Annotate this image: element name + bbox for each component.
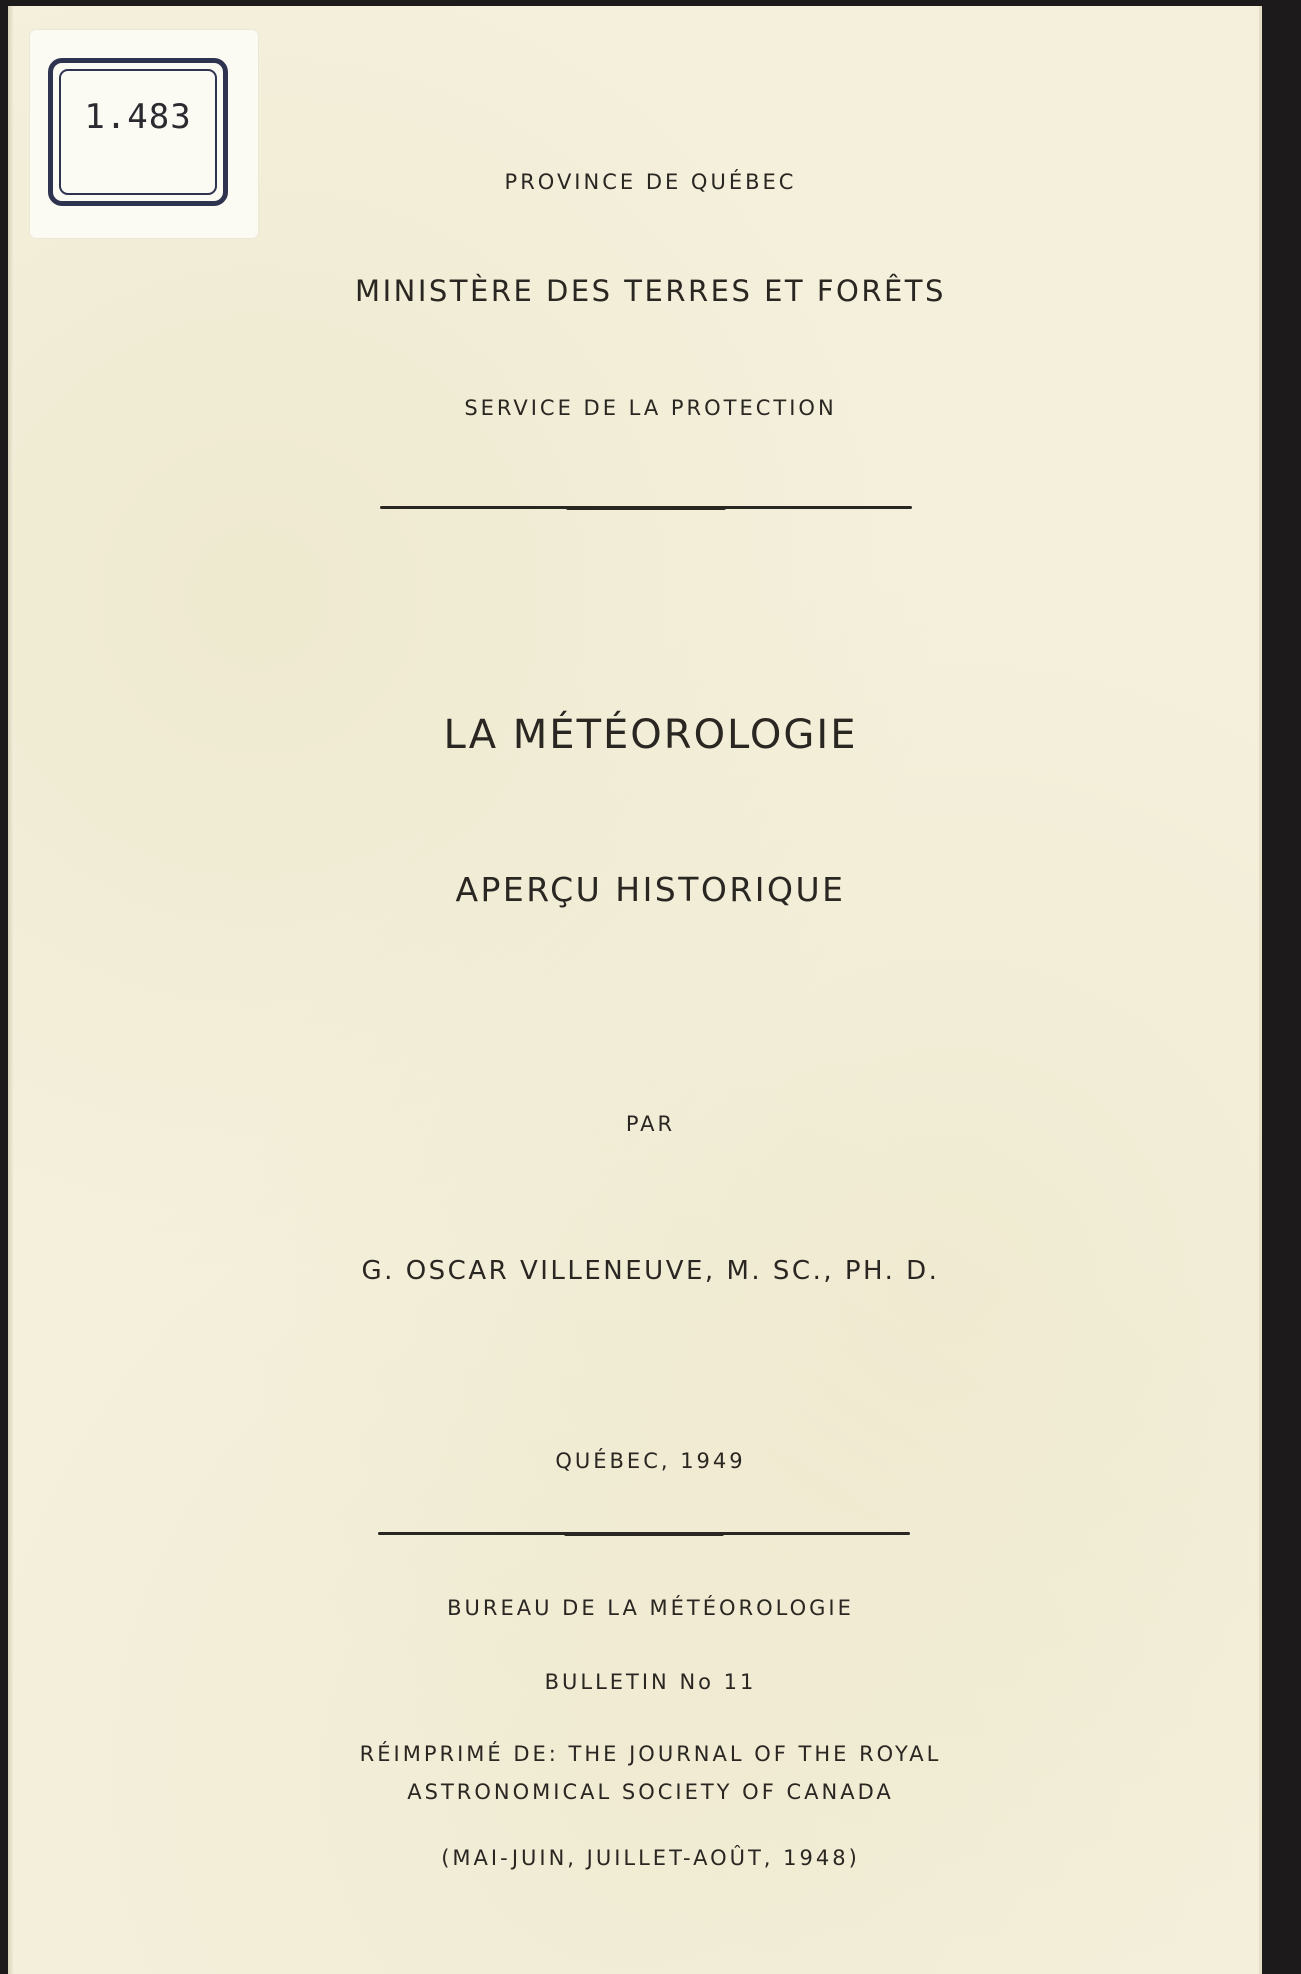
bulletin-line: BULLETIN No 11 <box>544 1670 757 1694</box>
place-year: QUÉBEC, 1949 <box>555 1449 746 1473</box>
service-line: SERVICE DE LA PROTECTION <box>464 396 837 420</box>
author-name: G. OSCAR VILLENEUVE, M. SC., PH. D. <box>361 1256 940 1286</box>
province-line: PROVINCE DE QUÉBEC <box>504 170 797 194</box>
bureau-line: BUREAU DE LA MÉTÉOROLOGIE <box>447 1596 854 1620</box>
top-divider <box>380 506 912 509</box>
author-by: PAR <box>625 1112 676 1136</box>
reprint-line-1: RÉIMPRIMÉ DE: THE JOURNAL OF THE ROYAL <box>359 1742 942 1766</box>
page-title: LA MÉTÉOROLOGIE <box>443 712 858 758</box>
page-subtitle: APERÇU HISTORIQUE <box>455 870 846 909</box>
catalog-number: 1.483 <box>84 97 192 137</box>
bottom-divider <box>378 1532 910 1535</box>
reprint-dates: (MAI-JUIN, JUILLET-AOÛT, 1948) <box>441 1846 860 1870</box>
ministry-line: MINISTÈRE DES TERRES ET FORÊTS <box>355 274 946 308</box>
reprint-line-2: ASTRONOMICAL SOCIETY OF CANADA <box>407 1780 894 1804</box>
library-label <box>30 30 258 238</box>
